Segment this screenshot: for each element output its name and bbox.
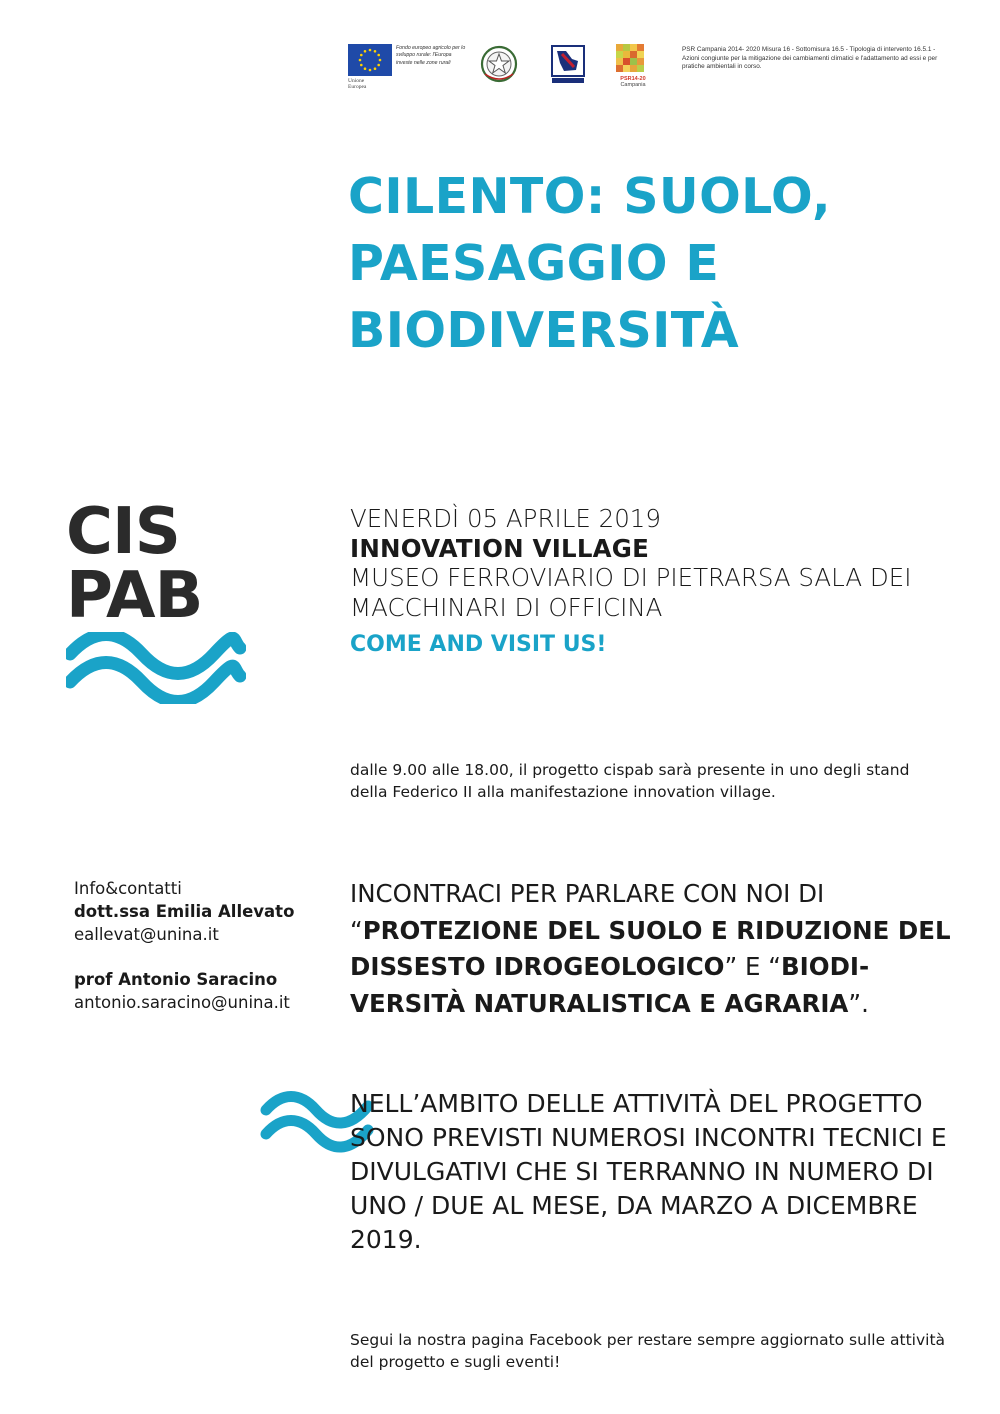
event-hours-text: dalle 9.00 alle 18.00, il progetto cispab sarà presente in uno degli stand della Federico II alla manifestazione innovation village. bbox=[350, 761, 910, 801]
meeting-intro: INCONTRACI PER PARLARE CON NOI DI bbox=[350, 879, 825, 908]
cispab-logo-line-2: PAB bbox=[66, 559, 203, 633]
page-title bbox=[348, 163, 948, 364]
quote-open: “ bbox=[350, 915, 363, 945]
eu-caption: Unione Europea bbox=[348, 78, 367, 90]
project-paragraph: NELL’AMBITO DELLE ATTIVITÀ DEL PROGETTO SONO PREVISTI NUMEROSI INCONTRI TECNICI E DIVULGATIVI CHE SI TERRANNO IN NUMERO DI UNO / DUE AL MESE, DA MARZO A DICEMBRE 2019. bbox=[350, 1089, 947, 1254]
contact-1-name: dott.ssa Emilia Allevato bbox=[74, 902, 295, 921]
topic-soil-protection: PROTEZIONE DEL SUOLO E RIDUZIONE DEL DISSESTO IDROGEOLOGICO bbox=[350, 915, 951, 981]
contacts-heading: Info&contatti bbox=[74, 879, 182, 898]
cispab-logo-line-1: CIS bbox=[66, 495, 180, 569]
quote-close: ”. bbox=[848, 988, 869, 1018]
event-venue: INNOVATION VILLAGE bbox=[350, 533, 650, 563]
call-to-action: COME AND VISIT US! bbox=[350, 632, 607, 657]
topic-connector: ” E “ bbox=[724, 952, 781, 981]
funding-note: PSR Campania 2014- 2020 Misura 16 - Sottomisura 16.5 - Tipologia di intervento 16.5.1 - Azioni congiunte per la mitigazione dei cambiamenti climatici e l'adattamento ad essi e per pratiche ambientali in corso. bbox=[682, 46, 938, 71]
contact-1-email[interactable]: eallevat@unina.it bbox=[74, 925, 219, 944]
psr-code: PSR14-20 bbox=[620, 76, 646, 82]
title-line-2: PAESAGGIO E bbox=[348, 235, 720, 292]
regione-campania-logo-icon bbox=[550, 45, 586, 85]
title-line-1: CILENTO: SUOLO, bbox=[348, 168, 832, 225]
event-info bbox=[350, 504, 950, 660]
italian-republic-emblem-icon bbox=[480, 44, 518, 84]
wave-icon bbox=[66, 632, 246, 704]
title-line-3: BIODIVERSITÀ bbox=[348, 302, 740, 359]
topic-biodiversity: BIODI-VERSITÀ NATURALISTICA E AGRARIA bbox=[350, 952, 870, 1018]
contact-2-name: prof Antonio Saracino bbox=[74, 970, 278, 989]
meeting-paragraph bbox=[350, 876, 960, 1022]
event-date: VENERDÌ 05 APRILE 2019 bbox=[350, 504, 661, 533]
contact-2-email[interactable]: antonio.saracino@unina.it bbox=[74, 993, 290, 1012]
event-location: MUSEO FERROVIARIO DI PIETRARSA SALA DEI MACCHINARI DI OFFICINA bbox=[350, 563, 912, 622]
eu-fund-text: Fondo europeo agricolo per lo sviluppo rurale: l'Europa investe nelle zone rurali bbox=[396, 45, 466, 66]
facebook-follow-text: Segui la nostra pagina Facebook per restare sempre aggiornato sulle attività del progetto e sugli eventi! bbox=[350, 1331, 946, 1371]
eu-flag-icon bbox=[348, 44, 392, 76]
cispab-logo bbox=[66, 495, 246, 704]
psr-region: Campania bbox=[620, 82, 646, 89]
psr-caption bbox=[616, 76, 650, 88]
contacts-block bbox=[74, 877, 334, 1014]
